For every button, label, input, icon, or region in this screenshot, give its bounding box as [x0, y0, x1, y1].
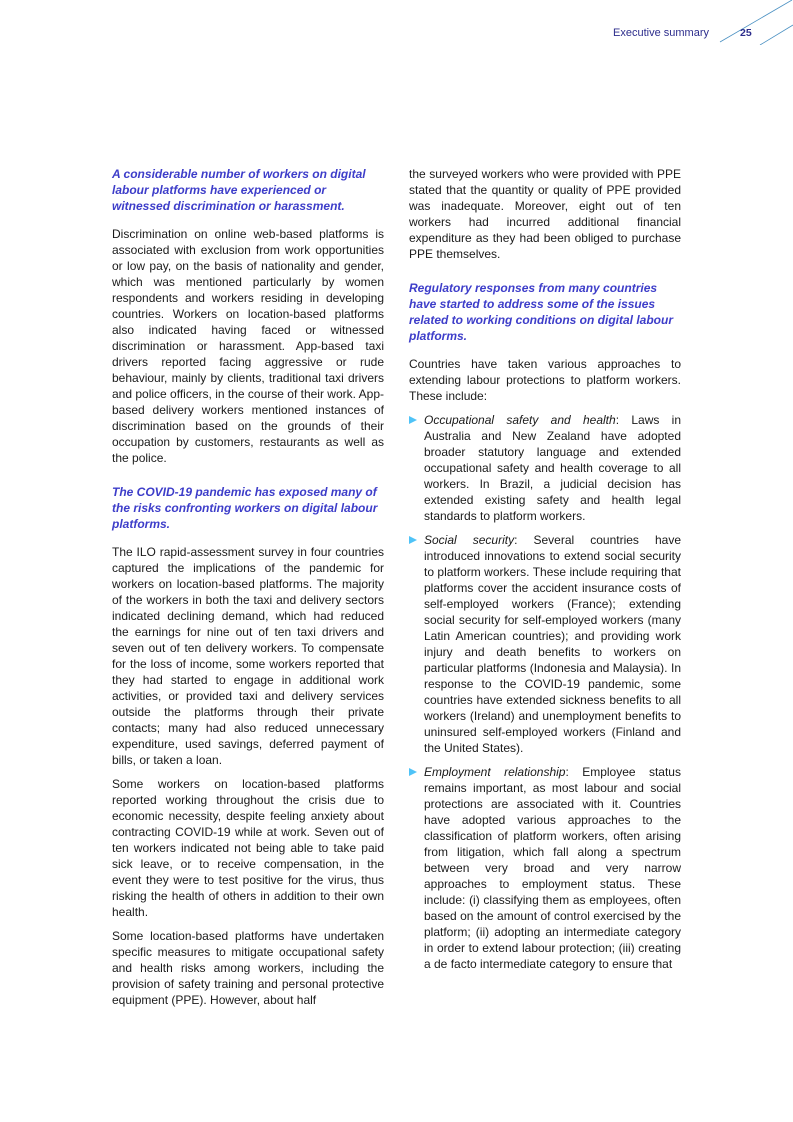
paragraph-discrimination: Discrimination on online web-based platforms is associated with exclusion from work opportunities or low pay, on the basis of nationality and gender, which was mentioned particularly by women respondents and workers residing in developing countries. Workers on location-based platforms also indicated having faced or witnessed discrimination or harassment. App-based taxi drivers reported facing aggressive or rude behaviour, mainly by clients, traditional taxi drivers and police officers, in the course of their work. App-based delivery workers mentioned instances of discrimination based on the grounds of their occupation by customers, restaurants as well as the police. [112, 227, 384, 465]
right-column [409, 166, 681, 980]
bullet-term: Occupational safety and health [424, 413, 616, 427]
header-decoration-lines [715, 0, 793, 45]
bullet-term: Employment relationship [424, 765, 566, 779]
triangle-bullet-icon [409, 768, 417, 776]
triangle-bullet-icon [409, 536, 417, 544]
page-header [0, 0, 793, 60]
heading-discrimination: A considerable number of workers on digital labour platforms have experienced or witnessed discrimination or harassment. [112, 167, 366, 213]
triangle-bullet-icon [409, 416, 417, 424]
list-item-social-security [409, 532, 681, 756]
paragraph-ppe-continued: the surveyed workers who were provided with PPE stated that the quantity or quality of PPE provided was inadequate. Moreover, eight out of ten workers had incurred additional financial expenditure as they had been obliged to purchase PPE themselves. [409, 167, 681, 261]
paragraph-approaches-intro: Countries have taken various approaches to extending labour protections to platform workers. These include: [409, 357, 681, 403]
bullet-text: : Laws in Australia and New Zealand have adopted broader statutory language and extended occupational safety and health coverage to all workers. In Brazil, a judicial decision has extended existing safety and health legal standards to platform workers. [424, 413, 682, 523]
list-item-occupational-safety [409, 412, 681, 524]
paragraph-ilo-survey: The ILO rapid-assessment survey in four countries captured the implications of the pandemic for workers on location-based platforms. The majority of the workers in both the taxi and delivery sectors indicated declining demand, which had reduced the earnings for nine out of ten taxi drivers and seven out of ten delivery workers. To compensate for the loss of income, some workers reported that they had started to engage in additional work activities, or provided taxi and delivery services outside the platforms through their private contacts; many had also reduced unnecessary expenditure, used savings, deferred payment of bills, or taken a loan. [112, 545, 384, 767]
left-column [112, 166, 384, 1016]
paragraph-working-throughout: Some workers on location-based platforms reported working throughout the crisis due to economic necessity, despite feeling anxiety about contracting COVID-19 while at work. Seven out of ten workers indicated not being able to take paid sick leave, or to receive compensation, in the event they were to test positive for the virus, thus risking the health of others in addition to their own health. [112, 777, 384, 919]
bullet-term: Social security [424, 533, 515, 547]
deco-line-short [760, 25, 793, 45]
approaches-list [409, 412, 681, 972]
paragraph-safety-measures: Some location-based platforms have undertaken specific measures to mitigate occupational safety and health risks among workers, including the provision of safety training and personal protective equipment (PPE). However, about half [112, 929, 384, 1007]
heading-regulatory: Regulatory responses from many countries have started to address some of the issues related to working conditions on digital labour platforms. [409, 281, 674, 343]
heading-covid: The COVID-19 pandemic has exposed many of the risks confronting workers on digital labour platforms. [112, 485, 378, 531]
page-number: 25 [740, 27, 752, 39]
list-item-employment-relationship [409, 764, 681, 972]
section-title: Executive summary [613, 27, 709, 39]
bullet-text: : Employee status remains important, as most labour and social protections are associated with it. Countries have adopted various approaches to the classification of platform workers, often arising from litigation, which fall along a spectrum between very broad and very narrow approaches to employment status. These include: (i) classifying them as employees, often based on the amount of control exercised by the platform; (ii) adopting an intermediate category in order to extend labour protection; (iii) creating a de facto intermediate category to ensure that [424, 765, 681, 971]
bullet-text: : Several countries have introduced innovations to extend social security to platform workers. These include requiring that platforms cover the accident insurance costs of self-employed workers (France); extending social security for self-employed workers (many Latin American countries); and providing work injury and death benefits to workers on particular platforms (Indonesia and Malaysia). In response to the COVID-19 pandemic, some countries have extended sickness benefits to all workers (Ireland) and unemployment benefits to uninsured self-employed workers (Finland and the United States). [424, 533, 681, 755]
deco-line-long [720, 0, 792, 42]
